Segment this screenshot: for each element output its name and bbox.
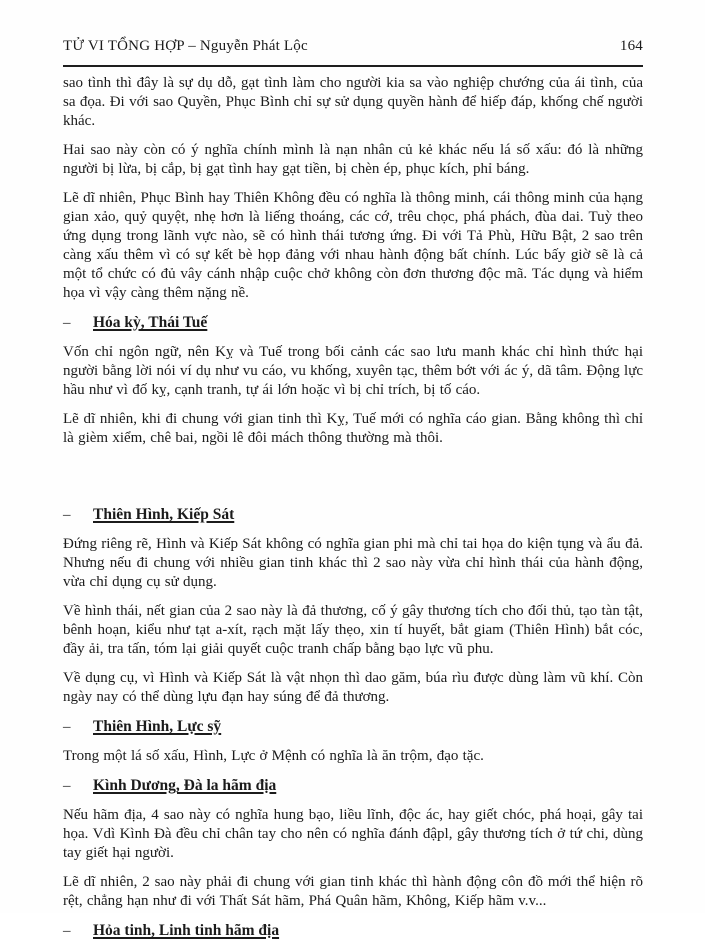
header-rule <box>63 65 643 67</box>
heading-dash: – <box>63 315 71 331</box>
paragraph: Lẽ dĩ nhiên, 2 sao này phải đi chung với gian tinh khác thì hành động côn đồ mới thể hiện rõ rệt, chẳng hạn như đi với Thất Sát hãm, Phá Quân hãm, Không, Kiếp hãm v.v... <box>63 874 643 909</box>
paragraph: Đứng riêng rẽ, Hình và Kiếp Sát không có nghĩa gian phi mà chỉ tai họa do kiện tụng và ẩu đả. Nhưng nếu đi chung với nhiều gian tinh khác thì 2 sao này vừa chỉ hình thái của hành động, vừa chỉ dụng cụ sử dụng. <box>63 536 643 590</box>
paragraph: sao tình thì đây là sự dụ dỗ, gạt tình làm cho người kia sa vào nghiệp chướng của ái tình, của sa đọa. Đi với sao Quyền, Phục Bình chỉ sự sử dụng quyền hành để hiếp đáp, khống chế người khác. <box>63 75 643 129</box>
paragraph: Về hình thái, nết gian của 2 sao này là đả thương, cố ý gây thương tích cho đối thủ, tạo tàn tật, bênh hoạn, kiểu như tạt a-xít, rạch mặt lấy thẹo, xin tí huyết, bắt giam (Thiên Hình) bắt cóc, đầy ải, tra tấn, tóm lại giải quyết cuộc tranh chấp bằng bạo lực vũ phu. <box>63 603 643 657</box>
paragraph: Hai sao này còn có ý nghĩa chính mình là nạn nhân củ kẻ khác nếu lá số xấu: đó là những người bị lừa, bị cắp, bị gạt tình hay gạt tiền, bị chèn ép, phục kích, phỉ báng. <box>63 142 643 177</box>
paragraph: Vốn chỉ ngôn ngữ, nên Kỵ và Tuế trong bối cảnh các sao lưu manh khác chỉ hình thức hại người bằng lời nói ví dụ như vu cáo, vu khống, xuyên tạc, thêm bớt với ác ý, dã tâm. Động lực hầu như vì đố kỵ, cạnh tranh, tự ái lớn hoặc vì bị chỉ trích, bị tố cáo. <box>63 344 643 398</box>
heading-dash: – <box>63 778 71 794</box>
paragraph: Lẽ dĩ nhiên, Phục Bình hay Thiên Không đều có nghĩa là thông minh, cái thông minh của hạng gian xảo, quỷ quyệt, nhẹ hơn là liếng thoáng, các cớ, trêu chọc, phá phách, đùa dai. Tuỳ theo ứng dụng trong lãnh vực nào, sẽ có hình thái tương ứng. Đi với Tả Phù, Hữu Bật, 2 sao trên càng xấu thêm vì có sự kết bè họp đảng với nhau hành động bất chính. Lúc bấy giờ sẽ là cả một tổ chức có đủ vây cánh nhập cuộc chở không còn đơn thương độc mã. Tác dụng và hiểm họa vì vậy càng thêm nặng nề. <box>63 190 643 301</box>
heading-text: Hóa kỳ, Thái Tuế <box>93 314 208 331</box>
book-title: TỬ VI TỔNG HỢP – Nguyễn Phát Lộc <box>63 38 308 54</box>
page-number: 164 <box>619 38 643 54</box>
paragraph: Về dụng cụ, vì Hình và Kiếp Sát là vật nhọn thì dao găm, búa rìu được dùng làm vũ khí. Còn ngày nay có thể dùng lựu đạn hay súng để đả thương. <box>63 670 643 705</box>
page-body <box>63 74 643 941</box>
paragraph: Trong một lá số xấu, Hình, Lực ở Mệnh có nghĩa là ăn trộm, đạo tặc. <box>63 748 484 764</box>
heading-text: Thiên Hình, Lực sỹ <box>93 718 222 735</box>
section-heading <box>63 313 643 333</box>
heading-dash: – <box>63 923 71 939</box>
running-header <box>63 36 643 56</box>
section-heading <box>63 776 643 796</box>
section-spacer <box>63 458 643 503</box>
section-heading <box>63 921 643 941</box>
heading-text: Kình Dương, Đà la hãm địa <box>93 777 277 794</box>
heading-text: Hỏa tinh, Linh tinh hãm địa <box>93 922 280 939</box>
section-heading <box>63 717 643 737</box>
paragraph: Lẽ dĩ nhiên, khi đi chung với gian tinh thì Kỵ, Tuế mới có nghĩa cáo gian. Bằng không thì chỉ là gièm xiểm, chê bai, ngồi lê đôi mách thông thường mà thôi. <box>63 411 643 446</box>
section-heading <box>63 505 643 525</box>
heading-text: Thiên Hình, Kiếp Sát <box>93 506 235 523</box>
paragraph: Nếu hãm địa, 4 sao này có nghĩa hung bạo, liều lĩnh, độc ác, hay giết chóc, phá hoại, gây tai họa. Vdì Kình Đà đều chỉ chân tay cho nên có nghĩa đánh đậpl, gây thương tích ở tứ chi, dùng tay giết hại người. <box>63 807 643 861</box>
heading-dash: – <box>63 719 71 735</box>
heading-dash: – <box>63 507 71 523</box>
